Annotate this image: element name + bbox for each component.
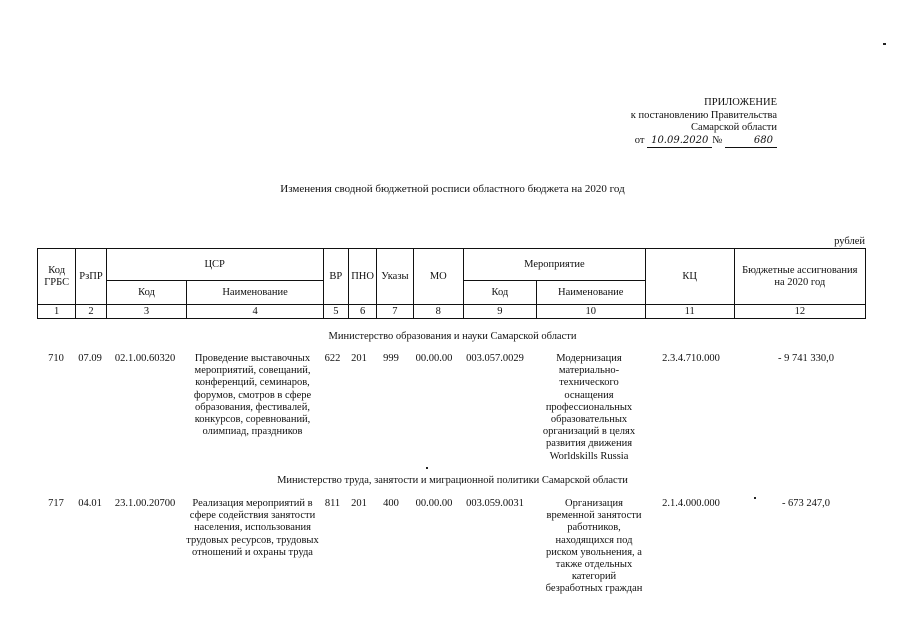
appendix-label: ПРИЛОЖЕНИЕ <box>704 97 777 108</box>
number-prefix: № <box>712 134 723 146</box>
column-number: 7 <box>377 305 413 319</box>
header-event: Мероприятие <box>464 249 646 281</box>
column-number: 11 <box>645 305 734 319</box>
scan-speck <box>883 43 886 45</box>
column-number-row <box>38 305 866 319</box>
column-number: 2 <box>76 305 106 319</box>
row-rzpr: 04.01 <box>78 498 102 509</box>
column-number: 5 <box>323 305 348 319</box>
date-prefix: от <box>634 134 645 146</box>
row-rzpr: 07.09 <box>78 353 102 364</box>
header-event-name: Наименование <box>536 281 645 305</box>
header-pno: ПНО <box>348 249 376 305</box>
appendix-region: Самарской области <box>691 122 777 133</box>
row-csr-name: Реализация мероприятий в сфере содействия занятости населения, использования трудовых ресурсов, трудовых отношений и охраны труда <box>186 498 319 558</box>
handwritten-number: 680 <box>725 135 777 149</box>
header-rzpr: РзПР <box>76 249 106 305</box>
row-ukazy: 999 <box>383 353 399 364</box>
row-grbs: 717 <box>48 498 64 509</box>
ministry-heading-education: Министерство образования и науки Самарской области <box>328 331 577 342</box>
row-event-name: Организация временной занятости работников, находящихся под риском увольнения, а также отдельных категорий безработных граждан <box>545 498 643 595</box>
column-number: 9 <box>464 305 537 319</box>
row-kc: 2.1.4.000.000 <box>662 498 720 509</box>
column-number: 4 <box>187 305 323 319</box>
appendix-resolution: к постановлению Правительства <box>630 109 777 121</box>
row-amount: - 673 247,0 <box>781 498 831 509</box>
row-grbs: 710 <box>48 353 64 364</box>
row-event-code: 003.057.0029 <box>466 353 524 364</box>
scan-speck <box>426 467 428 469</box>
row-event-code: 003.059.0031 <box>466 498 524 509</box>
header-csr-name: Наименование <box>187 281 323 305</box>
row-amount: - 9 741 330,0 <box>778 353 834 364</box>
column-number: 8 <box>413 305 463 319</box>
header-vr: ВР <box>323 249 348 305</box>
header-csr-code: Код <box>106 281 187 305</box>
column-number: 6 <box>348 305 376 319</box>
column-number: 1 <box>38 305 76 319</box>
row-csr-name: Проведение выставочных мероприятий, совещаний, конференций, семинаров, форумов, смотров в сфере образования, фестивалей, конкурсов, соревнований, олимпиад, праздников <box>193 353 312 438</box>
scan-speck <box>754 497 756 499</box>
header-budget: Бюджетные ассигнования на 2020 год <box>734 249 865 305</box>
ministry-heading-labor: Министерство труда, занятости и миграционной политики Самарской области <box>277 475 628 486</box>
appendix-date-line <box>631 135 777 149</box>
header-csr: ЦСР <box>106 249 323 281</box>
header-grbs: Код ГРБС <box>38 249 76 305</box>
row-vr: 811 <box>324 498 341 509</box>
handwritten-date: 10.09.2020 <box>647 135 712 149</box>
row-vr: 622 <box>324 353 341 364</box>
row-mo: 00.00.00 <box>415 498 453 509</box>
row-pno: 201 <box>351 498 367 509</box>
column-number: 10 <box>536 305 645 319</box>
units-label: рублей <box>834 236 865 247</box>
header-event-code: Код <box>464 281 537 305</box>
row-pno: 201 <box>351 353 367 364</box>
row-ukazy: 400 <box>383 498 399 509</box>
row-mo: 00.00.00 <box>415 353 453 364</box>
row-kc: 2.3.4.710.000 <box>662 353 720 364</box>
header-ukazy: Указы <box>377 249 413 305</box>
column-number: 3 <box>106 305 187 319</box>
appendix-header <box>631 97 777 148</box>
row-event-name: Модернизация материально-технического оснащения профессиональных образовательных организаций в целях развития движения Worldskills Russia <box>542 353 636 462</box>
budget-table <box>37 248 866 319</box>
row-csr-code: 23.1.00.20700 <box>114 498 176 509</box>
row-csr-code: 02.1.00.60320 <box>114 353 176 364</box>
header-kc: КЦ <box>645 249 734 305</box>
column-number: 12 <box>734 305 865 319</box>
header-mo: МО <box>413 249 463 305</box>
document-title: Изменения сводной бюджетной росписи областного бюджета на 2020 год <box>280 183 625 195</box>
